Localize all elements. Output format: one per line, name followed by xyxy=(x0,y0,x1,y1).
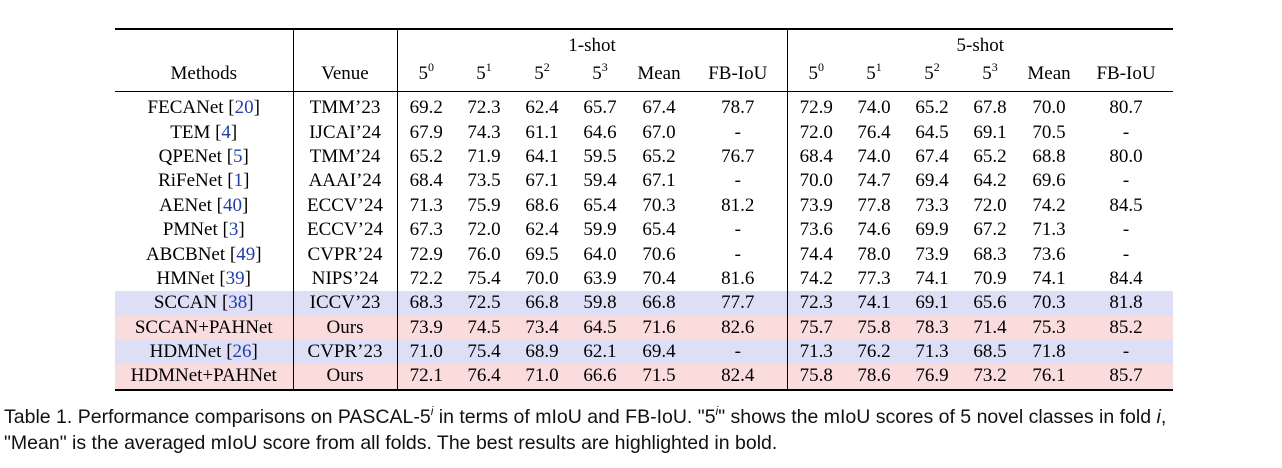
five-shot-value: 78.0 xyxy=(857,243,891,265)
method-cell: AENet [40] xyxy=(115,194,293,218)
one-shot-value: 66.8 xyxy=(629,291,689,315)
one-shot-value: 68.3 xyxy=(397,291,455,315)
five-shot-value: 76.4 xyxy=(857,121,891,143)
one-shot-value: 59.4 xyxy=(583,170,617,192)
one-shot-value: 71.3 xyxy=(409,194,443,216)
fold-base: 5 xyxy=(924,63,934,84)
header-fbiou-five: FB-IoU xyxy=(1079,57,1173,92)
five-shot-value: 71.3 xyxy=(903,340,961,364)
table-row xyxy=(115,145,1173,169)
table-row xyxy=(115,120,1173,144)
five-shot-value: 71.4 xyxy=(961,316,1019,340)
table-row xyxy=(115,194,1173,218)
method-name: FECANet xyxy=(147,97,224,119)
results-table xyxy=(115,28,1173,391)
one-shot-value: 73.5 xyxy=(467,170,501,192)
five-shot-value: 73.6 xyxy=(799,219,833,241)
one-shot-value: 76.4 xyxy=(455,364,513,389)
one-shot-value: - xyxy=(689,340,787,364)
caption-line-1 xyxy=(4,404,1280,430)
five-shot-value: 74.7 xyxy=(857,170,891,192)
five-shot-value: 84.4 xyxy=(1109,267,1143,289)
one-shot-value: 65.7 xyxy=(583,97,617,119)
one-shot-value: 70.0 xyxy=(525,267,559,289)
header-fold-one-3 xyxy=(571,57,629,92)
header-one-shot: 1-shot xyxy=(397,29,787,57)
one-shot-value: 59.9 xyxy=(583,219,617,241)
five-shot-value: 71.3 xyxy=(787,340,845,364)
five-shot-value: 64.2 xyxy=(973,170,1007,192)
table-body xyxy=(115,92,1173,390)
one-shot-value: 81.2 xyxy=(689,194,787,218)
five-shot-value: 84.5 xyxy=(1109,194,1143,216)
one-shot-value: 74.3 xyxy=(467,121,501,143)
one-shot-value: 71.9 xyxy=(467,145,501,167)
fold-base: 5 xyxy=(808,63,819,84)
citation-link[interactable]: 49 xyxy=(236,243,256,265)
five-shot-value: 69.9 xyxy=(915,219,949,241)
method-cell: RiFeNet [1] xyxy=(115,169,293,193)
five-shot-value: 70.0 xyxy=(799,170,833,192)
venue-cell: IJCAI’24 xyxy=(293,120,397,144)
table-header xyxy=(115,29,1173,92)
five-shot-value: 73.3 xyxy=(915,194,949,216)
method-name: AENet xyxy=(159,194,212,216)
method-cell: SCCAN [38] xyxy=(115,291,293,315)
header-fold-five-3 xyxy=(961,57,1019,92)
one-shot-value: 81.6 xyxy=(689,267,787,291)
venue-cell: CVPR’24 xyxy=(293,242,397,266)
one-shot-value: 64.5 xyxy=(571,316,629,340)
venue-cell: ICCV’23 xyxy=(293,291,397,315)
method-cell: PMNet [3] xyxy=(115,218,293,242)
header-mean-one: Mean xyxy=(629,57,689,92)
five-shot-value: 72.9 xyxy=(799,97,833,119)
one-shot-value: 74.5 xyxy=(455,316,513,340)
caption-text: " shows the mIoU scores of 5 novel classes in fold xyxy=(718,406,1157,428)
fold-index: 3 xyxy=(601,60,608,74)
citation-link[interactable]: 26 xyxy=(232,341,252,363)
table-row xyxy=(115,267,1173,291)
one-shot-value: 76.7 xyxy=(689,145,787,169)
one-shot-value: 70.3 xyxy=(642,194,676,216)
five-shot-value: 70.5 xyxy=(1032,121,1066,143)
one-shot-value: 73.9 xyxy=(397,316,455,340)
five-shot-value: 67.2 xyxy=(973,219,1007,241)
citation-link[interactable]: 39 xyxy=(225,267,245,289)
one-shot-value: 66.8 xyxy=(513,291,571,315)
five-shot-value: 74.2 xyxy=(799,267,833,289)
five-shot-value: 69.6 xyxy=(1032,170,1066,192)
one-shot-value: 62.4 xyxy=(525,97,559,119)
one-shot-value: 82.6 xyxy=(689,316,787,340)
header-fold-one-1 xyxy=(455,57,513,92)
five-shot-value: 70.3 xyxy=(1019,291,1079,315)
five-shot-value: 75.7 xyxy=(787,316,845,340)
method-name: SCCAN xyxy=(153,292,218,314)
five-shot-value: - xyxy=(1122,170,1130,192)
one-shot-value: - xyxy=(689,218,787,242)
one-shot-value: 72.9 xyxy=(409,243,443,265)
header-fold-five-2 xyxy=(903,57,961,92)
one-shot-value: 75.4 xyxy=(455,340,513,364)
venue-cell: ECCV’24 xyxy=(293,218,397,242)
five-shot-value: 74.6 xyxy=(857,219,891,241)
caption-line-2: "Mean" is the averaged mIoU score from all folds. The best results are highlighted in bold. xyxy=(4,432,778,454)
table-caption xyxy=(4,404,1280,456)
method-cell: TEM [4] xyxy=(115,120,293,144)
one-shot-value: 65.2 xyxy=(642,145,676,167)
one-shot-value: 62.1 xyxy=(571,340,629,364)
five-shot-value: 68.8 xyxy=(1032,145,1066,167)
one-shot-value: 64.0 xyxy=(583,243,617,265)
five-shot-value: 67.4 xyxy=(915,145,949,167)
citation-link[interactable]: 38 xyxy=(228,292,248,314)
one-shot-value: 62.4 xyxy=(525,219,559,241)
five-shot-value: 78.6 xyxy=(845,364,903,389)
venue-cell: AAAI’24 xyxy=(293,169,397,193)
five-shot-value: 74.0 xyxy=(857,97,891,119)
fold-base: 5 xyxy=(866,63,876,84)
table-row xyxy=(115,316,1173,340)
table-row xyxy=(115,291,1173,315)
header-fold-five-1 xyxy=(845,57,903,92)
five-shot-value: 73.6 xyxy=(1032,243,1066,265)
five-shot-value: 68.3 xyxy=(973,243,1007,265)
fold-index: 2 xyxy=(543,60,550,74)
five-shot-value: 68.4 xyxy=(799,145,833,167)
results-table-container xyxy=(115,28,1173,391)
method-name: HDMNet+PAHNet xyxy=(130,365,277,387)
one-shot-value: 70.4 xyxy=(642,267,676,289)
citation-link[interactable]: 40 xyxy=(223,194,242,216)
caption-text: , xyxy=(1160,406,1167,428)
five-shot-value: 76.1 xyxy=(1019,364,1079,389)
one-shot-value: 67.3 xyxy=(409,219,443,241)
one-shot-value: 59.8 xyxy=(571,291,629,315)
five-shot-value: - xyxy=(1122,219,1130,241)
five-shot-value: 69.4 xyxy=(915,170,949,192)
one-shot-value: 72.0 xyxy=(467,219,501,241)
table-row xyxy=(115,92,1173,121)
five-shot-value: 77.8 xyxy=(857,194,891,216)
one-shot-value: 61.1 xyxy=(525,121,559,143)
fold-index: 0 xyxy=(818,60,825,74)
five-shot-value: 68.5 xyxy=(961,340,1019,364)
method-name: QPENet xyxy=(158,145,222,167)
five-shot-value: 73.2 xyxy=(961,364,1019,389)
five-shot-value: 73.9 xyxy=(915,243,949,265)
one-shot-value: 82.4 xyxy=(689,364,787,389)
one-shot-value: - xyxy=(689,242,787,266)
one-shot-value: 65.4 xyxy=(642,219,676,241)
one-shot-value: 75.4 xyxy=(467,267,501,289)
fold-index: 0 xyxy=(428,60,434,74)
header-venue: Venue xyxy=(293,57,397,92)
one-shot-value: 68.6 xyxy=(525,194,559,216)
table-row xyxy=(115,218,1173,242)
five-shot-value: 72.0 xyxy=(799,121,833,143)
one-shot-value: 65.2 xyxy=(409,145,443,167)
five-shot-value: 75.3 xyxy=(1019,316,1079,340)
method-cell: FECANet [20] xyxy=(115,92,293,121)
caption-sup: i xyxy=(430,404,434,418)
one-shot-value: 73.4 xyxy=(513,316,571,340)
caption-text: Table 1. Performance comparisons on PASCAL-5 xyxy=(4,406,431,428)
one-shot-value: 75.9 xyxy=(467,194,501,216)
one-shot-value: 77.7 xyxy=(689,291,787,315)
venue-cell: TMM’24 xyxy=(293,145,397,169)
method-name: HMNet xyxy=(156,267,215,289)
method-cell: ABCBNet [49] xyxy=(115,242,293,266)
five-shot-value: 74.1 xyxy=(1032,267,1066,289)
five-shot-value: 80.0 xyxy=(1109,145,1143,167)
five-shot-value: 74.0 xyxy=(857,145,891,167)
method-cell: HMNet [39] xyxy=(115,267,293,291)
fold-index: 1 xyxy=(875,60,882,74)
one-shot-value: 67.9 xyxy=(409,121,443,143)
citation-link[interactable]: 5 xyxy=(233,145,243,167)
one-shot-value: 66.6 xyxy=(571,364,629,389)
one-shot-value: 70.6 xyxy=(642,243,676,265)
five-shot-value: 74.2 xyxy=(1032,194,1066,216)
five-shot-value: 69.1 xyxy=(903,291,961,315)
fold-base: 5 xyxy=(476,63,486,84)
table-row xyxy=(115,169,1173,193)
one-shot-value: 71.0 xyxy=(397,340,455,364)
one-shot-value: 67.4 xyxy=(642,97,676,119)
header-spacer xyxy=(293,29,397,57)
method-cell: HDMNet [26] xyxy=(115,340,293,364)
one-shot-value: - xyxy=(689,120,787,144)
five-shot-value: 74.1 xyxy=(915,267,949,289)
method-name: ABCBNet xyxy=(145,243,226,265)
five-shot-value: 74.4 xyxy=(799,243,833,265)
caption-text: in terms of mIoU and FB-IoU. "5 xyxy=(433,406,716,428)
method-name: HDMNet xyxy=(149,341,222,363)
header-fold-one-2 xyxy=(513,57,571,92)
table-row xyxy=(115,340,1173,364)
five-shot-value: 65.2 xyxy=(973,145,1007,167)
one-shot-value: 69.4 xyxy=(629,340,689,364)
five-shot-value: - xyxy=(1122,243,1130,265)
method-cell: QPENet [5] xyxy=(115,145,293,169)
one-shot-value: 78.7 xyxy=(689,92,787,121)
five-shot-value: 65.6 xyxy=(961,291,1019,315)
one-shot-value: 71.6 xyxy=(629,316,689,340)
one-shot-value: 64.6 xyxy=(583,121,617,143)
one-shot-value: 72.1 xyxy=(397,364,455,389)
five-shot-value: 77.3 xyxy=(857,267,891,289)
header-fbiou-one: FB-IoU xyxy=(689,57,787,92)
venue-cell: NIPS’24 xyxy=(293,267,397,291)
citation-link[interactable]: 20 xyxy=(234,97,254,119)
five-shot-value: 70.0 xyxy=(1032,97,1066,119)
fold-base: 5 xyxy=(982,63,992,84)
method-cell xyxy=(115,364,293,389)
venue-cell: TMM’23 xyxy=(293,92,397,121)
caption-italic: i xyxy=(1156,406,1161,428)
one-shot-value: - xyxy=(689,169,787,193)
five-shot-value: 64.5 xyxy=(915,121,949,143)
five-shot-value: 75.8 xyxy=(845,316,903,340)
five-shot-value: 85.2 xyxy=(1079,316,1173,340)
method-name: PMNet xyxy=(162,219,218,241)
five-shot-value: 76.9 xyxy=(903,364,961,389)
citation-link[interactable]: 1 xyxy=(233,170,244,192)
fold-base: 5 xyxy=(534,63,544,84)
one-shot-value: 71.5 xyxy=(629,364,689,389)
one-shot-value: 69.5 xyxy=(525,243,559,265)
five-shot-value: 81.8 xyxy=(1079,291,1173,315)
five-shot-value: 76.2 xyxy=(845,340,903,364)
five-shot-value: 72.3 xyxy=(787,291,845,315)
header-five-shot: 5-shot xyxy=(956,35,1005,56)
table-row xyxy=(115,242,1173,266)
five-shot-value: 75.8 xyxy=(787,364,845,389)
citation-link[interactable]: 4 xyxy=(221,121,231,143)
one-shot-value: 59.5 xyxy=(583,145,617,167)
venue-cell: Ours xyxy=(293,316,397,340)
one-shot-value: 69.2 xyxy=(409,97,443,119)
one-shot-value: 72.5 xyxy=(455,291,513,315)
one-shot-value: 71.0 xyxy=(513,364,571,389)
one-shot-value: 65.4 xyxy=(583,194,617,216)
venue-cell: ECCV’24 xyxy=(293,194,397,218)
one-shot-value: 68.4 xyxy=(409,170,443,192)
caption-sup: i xyxy=(715,404,719,418)
method-name: RiFeNet xyxy=(158,170,223,192)
five-shot-value: - xyxy=(1122,121,1130,143)
fold-index: 1 xyxy=(485,60,492,74)
five-shot-value: 78.3 xyxy=(903,316,961,340)
one-shot-value: 63.9 xyxy=(583,267,617,289)
five-shot-value: 80.7 xyxy=(1109,97,1143,119)
five-shot-value: 70.9 xyxy=(973,267,1007,289)
one-shot-value: 67.1 xyxy=(642,170,676,192)
citation-link[interactable]: 3 xyxy=(228,219,239,241)
five-shot-value: 71.8 xyxy=(1019,340,1079,364)
one-shot-value: 76.0 xyxy=(467,243,501,265)
one-shot-value: 72.3 xyxy=(467,97,501,119)
header-fold-one-0 xyxy=(397,57,455,92)
header-spacer xyxy=(115,29,293,57)
five-shot-value: 67.8 xyxy=(973,97,1007,119)
method-name: TEM xyxy=(170,121,211,143)
header-fold-five-0 xyxy=(787,57,845,92)
one-shot-value: 67.0 xyxy=(642,121,676,143)
five-shot-value: 65.2 xyxy=(915,97,949,119)
header-mean-five: Mean xyxy=(1019,57,1079,92)
header-methods: Methods xyxy=(115,57,293,92)
five-shot-value: 73.9 xyxy=(799,194,833,216)
method-cell xyxy=(115,316,293,340)
venue-cell: Ours xyxy=(293,364,397,389)
fold-base: 5 xyxy=(418,63,428,84)
five-shot-value: - xyxy=(1079,340,1173,364)
five-shot-value: 71.3 xyxy=(1032,219,1066,241)
one-shot-value: 67.1 xyxy=(525,170,559,192)
five-shot-value: 69.1 xyxy=(973,121,1007,143)
five-shot-value: 72.0 xyxy=(973,194,1007,216)
fold-base: 5 xyxy=(592,63,602,84)
five-shot-value: 74.1 xyxy=(845,291,903,315)
one-shot-value: 68.9 xyxy=(513,340,571,364)
fold-index: 2 xyxy=(933,60,940,74)
five-shot-value: 85.7 xyxy=(1079,364,1173,389)
one-shot-value: 72.2 xyxy=(409,267,443,289)
method-name: SCCAN+PAHNet xyxy=(134,316,273,338)
fold-index: 3 xyxy=(991,60,998,74)
one-shot-value: 64.1 xyxy=(525,145,559,167)
table-row xyxy=(115,364,1173,389)
venue-cell: CVPR’23 xyxy=(293,340,397,364)
